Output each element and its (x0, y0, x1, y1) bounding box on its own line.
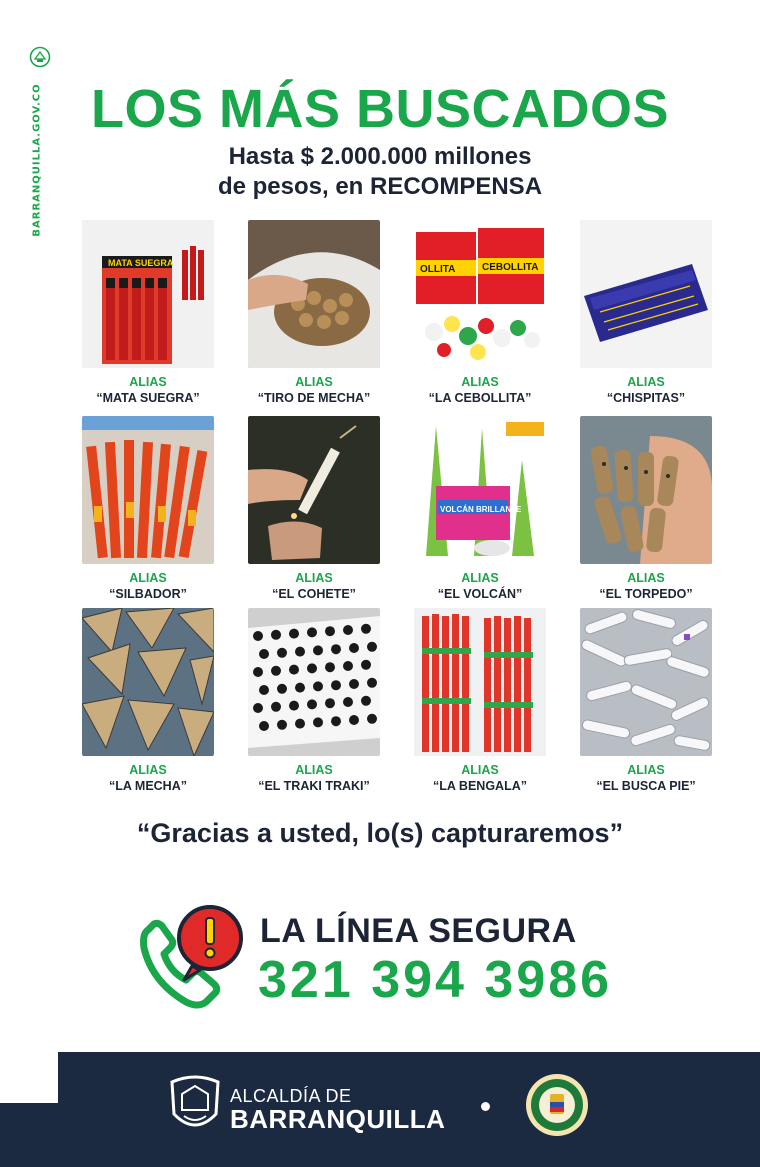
photo-la-bengala (414, 608, 546, 756)
alias-label: ALIAS (295, 375, 333, 389)
photo-el-volcan (414, 416, 546, 564)
wanted-item-el-cohete (248, 416, 380, 602)
alias-name: “LA CEBOLLITA” (428, 391, 532, 405)
side-url: BARRANQUILLA.GOV.CO (31, 83, 43, 237)
hotline-number[interactable]: 321 394 3986 (258, 951, 613, 1009)
alias-label: ALIAS (295, 763, 333, 777)
wanted-item-mata-suegra (82, 220, 214, 406)
alias-name: “EL COHETE” (272, 587, 356, 601)
hotline-label: LA LÍNEA SEGURA (260, 912, 577, 950)
wanted-item-la-mecha (82, 608, 214, 794)
alias-label: ALIAS (627, 375, 665, 389)
alias-label: ALIAS (129, 571, 167, 585)
footer-line-2: BARRANQUILLA (230, 1104, 446, 1134)
alias-label: ALIAS (461, 375, 499, 389)
svg-text:OLLITA: OLLITA (420, 264, 456, 275)
wanted-item-tiro-de-mecha (248, 220, 380, 406)
photo-la-mecha (82, 608, 214, 756)
alias-name: “EL TORPEDO” (599, 587, 693, 601)
photo-el-busca-pie (580, 608, 712, 756)
photo-silbador (82, 416, 214, 564)
wanted-item-la-cebollita (414, 220, 546, 406)
alias-label: ALIAS (461, 763, 499, 777)
alias-label: ALIAS (295, 571, 333, 585)
page-title: LOS MÁS BUSCADOS (90, 79, 670, 139)
subtitle-line-2: de pesos, en RECOMPENSA (217, 173, 543, 200)
alias-name: “SILBADOR” (109, 587, 187, 601)
alias-label: ALIAS (129, 763, 167, 777)
footer-separator-dot (481, 1102, 490, 1111)
footer-line-1: ALCALDÍA DE (230, 1086, 352, 1106)
alias-name: “LA BENGALA” (433, 779, 527, 793)
alias-label: ALIAS (129, 375, 167, 389)
reward-subtitle (0, 142, 760, 202)
city-seal-icon (29, 46, 51, 68)
photo-el-torpedo (580, 416, 712, 564)
alias-name: “EL VOLCÁN” (437, 587, 523, 601)
photo-el-cohete (248, 416, 380, 564)
alias-name: “EL BUSCA PIE” (596, 779, 696, 793)
wanted-item-el-volcan (414, 416, 546, 602)
thanks-quote: “Gracias a usted, lo(s) capturaremos” (136, 818, 624, 848)
alias-label: ALIAS (627, 571, 665, 585)
svg-text:MATA SUEGRA: MATA SUEGRA (108, 258, 174, 268)
photo-el-traki-traki (248, 608, 380, 756)
wanted-item-el-torpedo (580, 416, 712, 602)
photo-mata-suegra (82, 220, 214, 368)
svg-text:CEBOLLITA: CEBOLLITA (482, 262, 539, 273)
wanted-item-chispitas (580, 220, 712, 406)
police-seal-icon (524, 1072, 590, 1138)
footer-bar (58, 1052, 760, 1167)
barranquilla-logo-icon (166, 1074, 224, 1136)
alias-name: “LA MECHA” (108, 779, 187, 793)
svg-text:VOLCÁN BRILLANTE: VOLCÁN BRILLANTE (440, 505, 522, 514)
photo-la-cebollita (414, 220, 546, 368)
wanted-item-el-traki-traki (248, 608, 380, 794)
alias-label: ALIAS (627, 763, 665, 777)
footer-tab (0, 1103, 58, 1167)
subtitle-line-1: Hasta $ 2.000.000 millones (228, 143, 532, 170)
alias-name: “TIRO DE MECHA” (257, 391, 371, 405)
alias-name: “MATA SUEGRA” (96, 391, 200, 405)
photo-tiro-de-mecha (248, 220, 380, 368)
alias-name: “EL TRAKI TRAKI” (258, 779, 370, 793)
wanted-item-la-bengala (414, 608, 546, 794)
alias-name: “CHISPITAS” (606, 391, 686, 405)
photo-chispitas (580, 220, 712, 368)
wanted-item-silbador (82, 416, 214, 602)
phone-alert-icon (134, 898, 252, 1016)
wanted-item-el-busca-pie (580, 608, 712, 794)
alias-label: ALIAS (461, 571, 499, 585)
